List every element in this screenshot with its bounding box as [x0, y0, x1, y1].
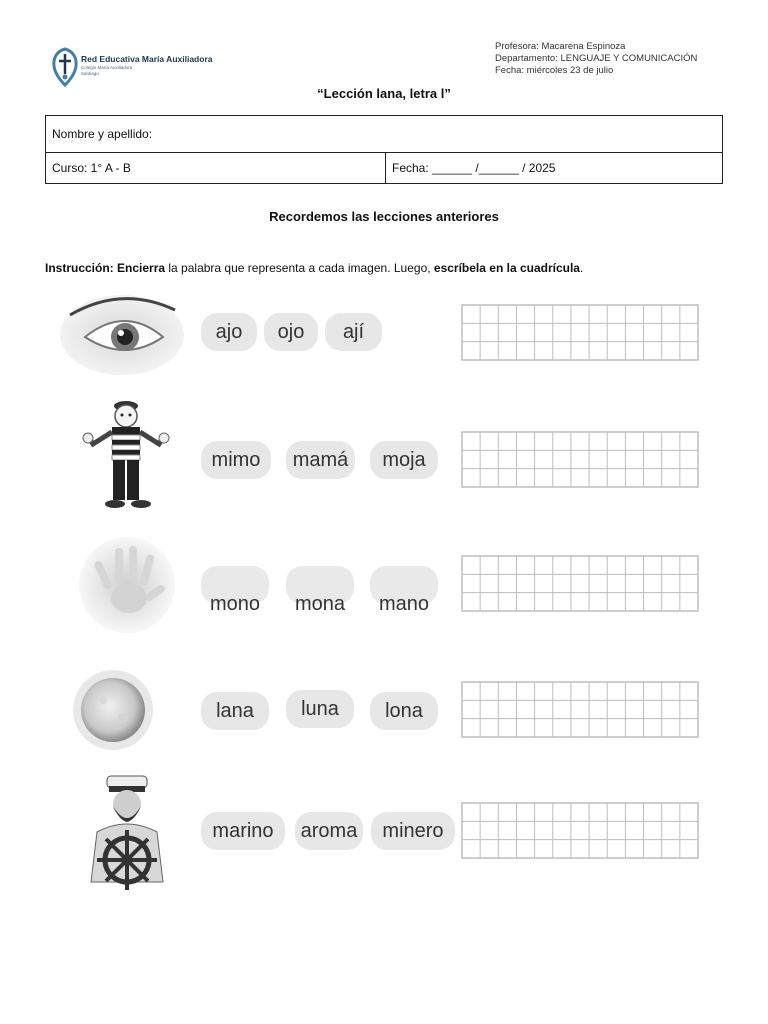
grid-border	[462, 803, 698, 858]
word-text: mono	[209, 593, 261, 615]
instruction	[45, 261, 583, 275]
exercise-row	[55, 660, 715, 760]
date-line: Fecha: miércoles 23 de julio	[495, 65, 614, 76]
school-logo-icon	[50, 44, 80, 88]
grid-border	[462, 305, 698, 360]
exercise-row	[55, 772, 715, 908]
instruction-end: .	[579, 261, 584, 275]
logo-school: Colegio María Auxiliadora	[81, 64, 133, 70]
word-option[interactable]: ojo	[264, 313, 318, 351]
sailor-illustration	[55, 772, 190, 908]
moon-illustration	[55, 660, 190, 760]
section-subtitle: Recordemos las lecciones anteriores	[269, 209, 499, 224]
instruction-verb: Encierra	[117, 261, 166, 275]
logo-city: Santiago	[81, 71, 99, 76]
word-option[interactable]: aroma	[295, 812, 363, 850]
page-title: “Lección lana, letra l”	[317, 86, 451, 101]
word-option[interactable]: marino	[201, 812, 285, 850]
word-option[interactable]: ají	[325, 313, 382, 351]
exercise-row	[55, 285, 715, 385]
word-option[interactable]: lona	[370, 692, 438, 730]
exercise-row	[55, 530, 715, 640]
word-option[interactable]: ajo	[201, 313, 257, 351]
school-logo	[50, 44, 240, 88]
word-text: mano	[378, 593, 430, 615]
date-field[interactable]: Fecha: ______ /______ / 2025	[386, 153, 723, 184]
word-option[interactable]: lana	[201, 692, 269, 730]
hand-print-illustration	[55, 530, 190, 640]
word-option[interactable]	[370, 566, 438, 626]
mime-illustration	[55, 398, 190, 518]
writing-grid[interactable]	[461, 555, 699, 612]
exercise-row	[55, 398, 715, 518]
department-line: Departamento: LENGUAJE Y COMUNICACIÓN	[495, 53, 698, 64]
writing-grid[interactable]	[461, 431, 699, 488]
word-option[interactable]: moja	[370, 441, 438, 479]
writing-grid[interactable]	[461, 802, 699, 859]
word-text: mona	[294, 593, 346, 615]
word-option[interactable]	[286, 566, 354, 626]
writing-grid[interactable]	[461, 681, 699, 738]
word-option[interactable]: mamá	[286, 441, 355, 479]
word-option[interactable]	[201, 566, 269, 626]
teacher-line: Profesora: Macarena Espinoza	[495, 41, 626, 52]
grid-border	[462, 432, 698, 487]
writing-grid[interactable]	[461, 304, 699, 361]
instruction-text: la palabra que representa a cada imagen. Luego,	[165, 261, 434, 275]
grid-border	[462, 682, 698, 737]
student-info-table	[45, 115, 723, 184]
name-field[interactable]: Nombre y apellido:	[46, 116, 723, 153]
instruction-label: Instrucción:	[45, 261, 114, 275]
header-info	[495, 41, 697, 77]
word-option[interactable]: luna	[286, 690, 354, 728]
eye-illustration	[55, 285, 190, 385]
grid-border	[462, 556, 698, 611]
instruction-emphasis: escríbela en la cuadrícula	[433, 261, 580, 275]
word-option[interactable]: mimo	[201, 441, 271, 479]
course-field: Curso: 1° A - B	[46, 153, 386, 184]
logo-name: Red Educativa María Auxiliadora	[81, 54, 213, 64]
word-option[interactable]: minero	[371, 812, 455, 850]
